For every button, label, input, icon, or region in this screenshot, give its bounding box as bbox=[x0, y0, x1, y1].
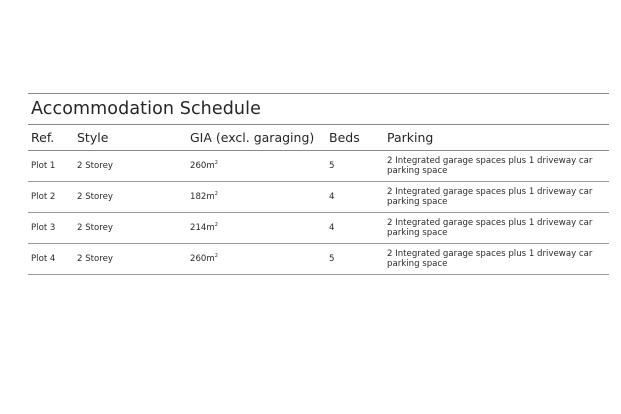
table-row bbox=[28, 244, 609, 275]
column-header-gia: GIA (excl. garaging) bbox=[187, 125, 326, 151]
cell-parking: 2 Integrated garage spaces plus 1 driveway car parking space bbox=[384, 151, 609, 182]
table-row bbox=[28, 213, 609, 244]
table-row bbox=[28, 182, 609, 213]
gia-unit-superscript: 2 bbox=[214, 160, 218, 167]
cell-gia bbox=[187, 244, 326, 275]
gia-value: 182m bbox=[190, 192, 215, 202]
gia-unit-superscript: 2 bbox=[214, 253, 218, 260]
gia-value: 260m bbox=[190, 161, 215, 171]
gia-value: 260m bbox=[190, 254, 215, 264]
cell-gia bbox=[187, 182, 326, 213]
schedule-title: Accommodation Schedule bbox=[28, 94, 609, 125]
cell-beds: 4 bbox=[326, 213, 384, 244]
cell-beds: 5 bbox=[326, 244, 384, 275]
cell-style: 2 Storey bbox=[74, 182, 187, 213]
column-header-beds: Beds bbox=[326, 125, 384, 151]
gia-value: 214m bbox=[190, 223, 215, 233]
cell-beds: 5 bbox=[326, 151, 384, 182]
column-header-parking: Parking bbox=[384, 125, 609, 151]
accommodation-schedule bbox=[28, 93, 609, 275]
cell-parking: 2 Integrated garage spaces plus 1 driveway car parking space bbox=[384, 244, 609, 275]
gia-unit-superscript: 2 bbox=[214, 191, 218, 198]
gia-unit-superscript: 2 bbox=[214, 222, 218, 229]
column-header-ref: Ref. bbox=[28, 125, 74, 151]
cell-beds: 4 bbox=[326, 182, 384, 213]
cell-style: 2 Storey bbox=[74, 244, 187, 275]
cell-ref: Plot 3 bbox=[28, 213, 74, 244]
header-row bbox=[28, 125, 609, 151]
cell-parking: 2 Integrated garage spaces plus 1 driveway car parking space bbox=[384, 182, 609, 213]
cell-gia bbox=[187, 213, 326, 244]
cell-ref: Plot 2 bbox=[28, 182, 74, 213]
cell-gia bbox=[187, 151, 326, 182]
schedule-table bbox=[28, 125, 609, 275]
cell-style: 2 Storey bbox=[74, 213, 187, 244]
cell-parking: 2 Integrated garage spaces plus 1 driveway car parking space bbox=[384, 213, 609, 244]
cell-ref: Plot 4 bbox=[28, 244, 74, 275]
column-header-style: Style bbox=[74, 125, 187, 151]
cell-ref: Plot 1 bbox=[28, 151, 74, 182]
cell-style: 2 Storey bbox=[74, 151, 187, 182]
table-row bbox=[28, 151, 609, 182]
